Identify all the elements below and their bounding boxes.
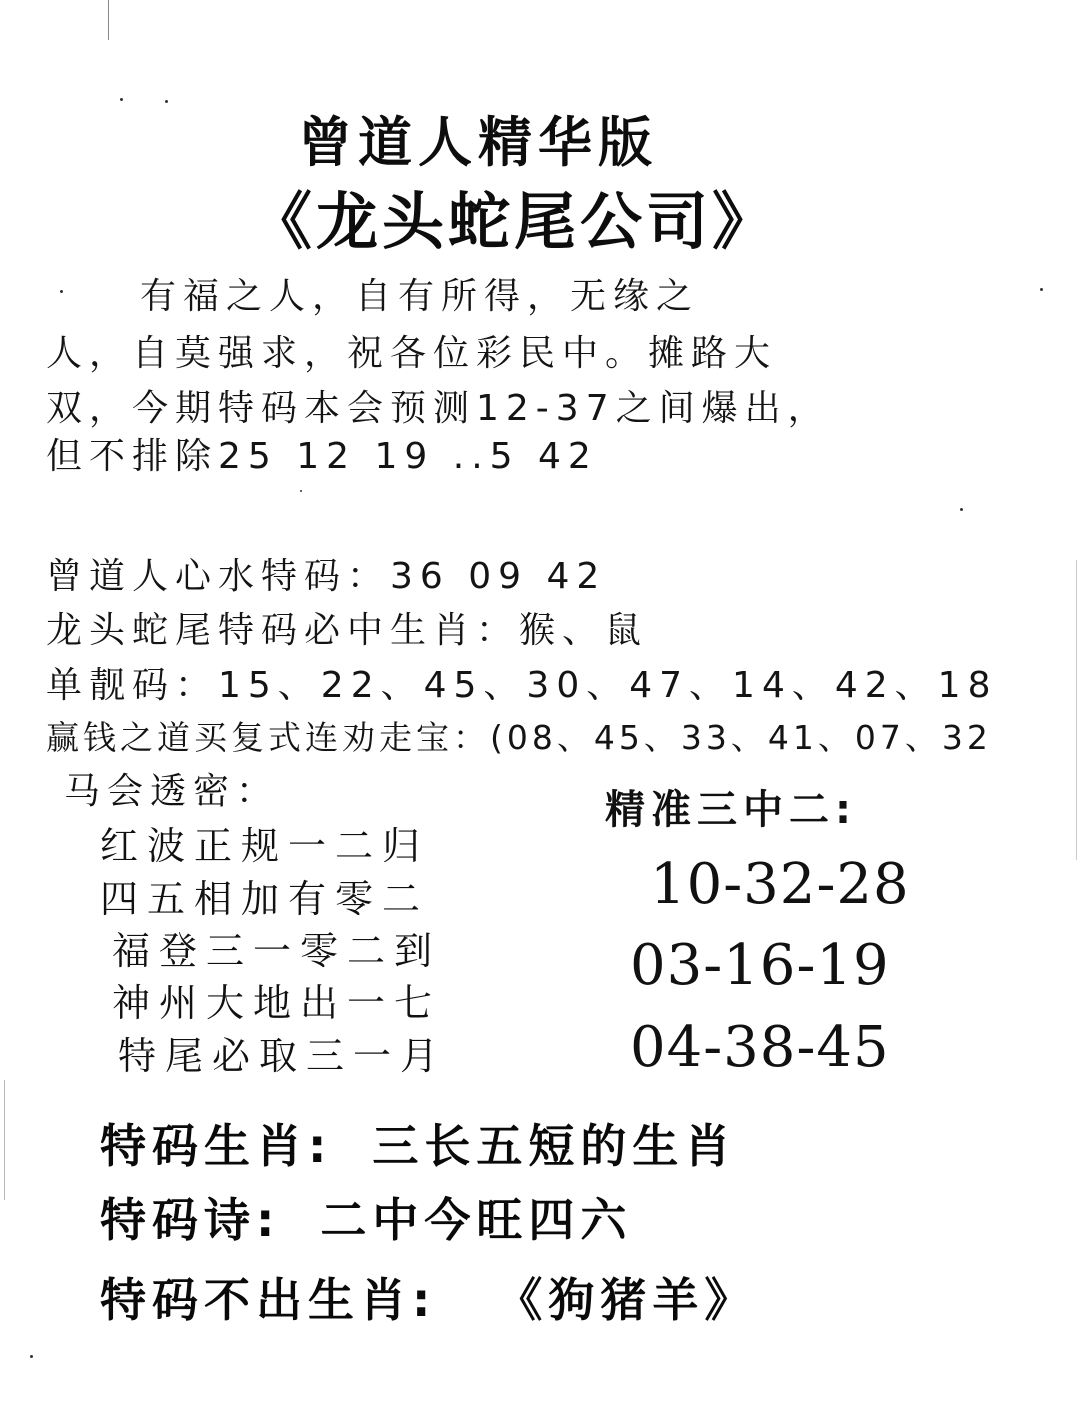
horse-club-line: 四五相加有零二: [100, 877, 430, 921]
special-exclude-row: [100, 1264, 756, 1330]
special-exclude-value: 《狗猪羊》: [496, 1273, 757, 1327]
special-zodiac-value: 三长五短的生肖: [372, 1119, 737, 1173]
scan-speck: [60, 290, 63, 293]
horse-club-line: 特尾必取三一月: [118, 1034, 448, 1078]
info-line-special-number: 曾道人心水特码：36 09 42: [46, 556, 607, 597]
accurate-group: 04-38-45: [630, 1015, 890, 1080]
horse-club-line: 福登三一零二到: [112, 929, 442, 973]
info-line-multiple-bet: 赢钱之道买复式连劝走宝：(08、45、33、41、07、32: [46, 718, 992, 757]
special-poem-value: 二中今旺四六: [320, 1193, 633, 1247]
scan-artifact: [1076, 560, 1077, 860]
page-subtitle: 《龙头蛇尾公司》: [250, 185, 779, 258]
horse-club-title: 马会透密：: [64, 771, 280, 812]
horse-club-line: 神州大地出一七: [112, 981, 442, 1025]
horse-club-line: 红波正规一二归: [100, 824, 430, 868]
intro-line-3: 双，今期特码本会预测12-37之间爆出，: [46, 388, 831, 429]
special-zodiac-row: [100, 1110, 736, 1176]
intro-line-2: 人，自莫强求，祝各位彩民中。摊路大: [46, 333, 778, 374]
special-poem-row: [100, 1184, 632, 1250]
page-title: 曾道人精华版: [298, 111, 658, 174]
special-zodiac-label: 特码生肖:: [100, 1119, 333, 1173]
intro-line-4: 但不排除25 12 19 ..5 42: [46, 436, 598, 477]
accurate-group: 03-16-19: [630, 933, 890, 998]
scan-speck: [300, 490, 302, 492]
scan-artifact: [4, 1080, 5, 1200]
accurate-group: 10-32-28: [650, 852, 910, 917]
accurate-title: 精准三中二:: [605, 787, 857, 833]
scan-speck: [120, 98, 123, 101]
scan-artifact: [108, 0, 109, 40]
intro-line-1: 有福之人，自有所得，无缘之: [140, 276, 700, 317]
scan-speck: [1040, 288, 1043, 291]
special-poem-label: 特码诗:: [100, 1193, 281, 1247]
info-line-single-numbers: 单靓码：15、22、45、30、47、14、42、18: [46, 665, 998, 706]
scan-speck: [165, 100, 168, 103]
scan-speck: [960, 508, 963, 511]
info-line-zodiac: 龙头蛇尾特码必中生肖：猴、鼠: [46, 610, 649, 651]
special-exclude-label: 特码不出生肖:: [100, 1273, 437, 1327]
scan-speck: [30, 1355, 33, 1358]
